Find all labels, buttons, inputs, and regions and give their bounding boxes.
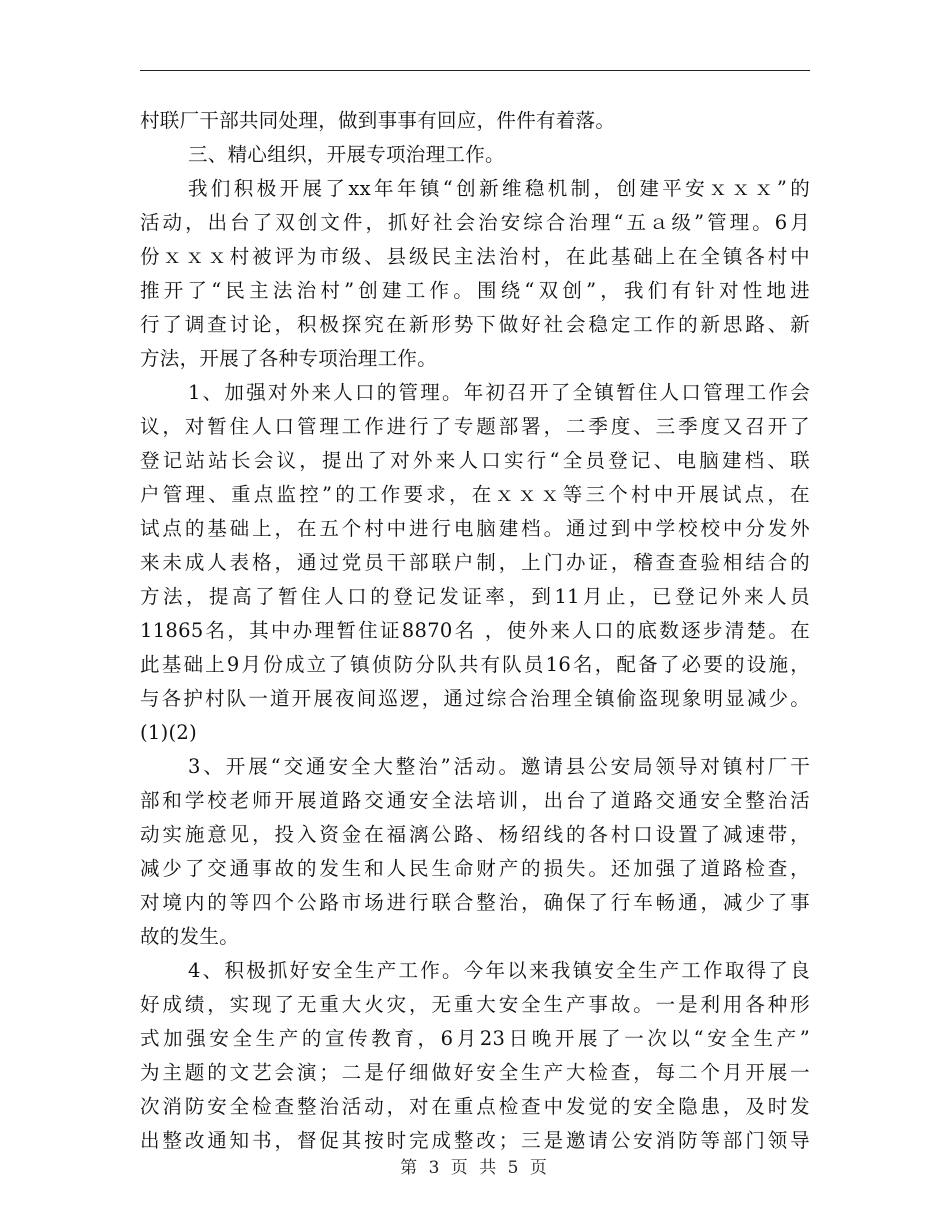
text-line: 式加强安全生产的宣传教育，6月23日晚开展了一次以“安全生产” [140,1027,810,1050]
text-line: 与各护村队一道开展夜间巡逻，通过综合治理全镇偷盗现象明显减少。 [140,687,810,710]
text-line: 份ｘｘｘ村被评为市级、县级民主法治村，在此基础上在全镇各村中 [140,245,810,268]
text-line: 出整改通知书，督促其按时完成整改；三是邀请公安消防等部门领导 [140,1129,810,1152]
text-line: 此基础上9月份成立了镇侦防分队共有队员16名，配备了必要的设施， [140,653,810,676]
text-line: 活动，出台了双创文件，抓好社会治安综合治理“五ａ级”管理。6月 [140,211,810,234]
text-line: 对境内的等四个公路市场进行联合整治，确保了行车畅通，减少了事 [140,891,810,914]
text-line: 1、加强对外来人口的管理。年初召开了全镇暂住人口管理工作会 [188,381,810,404]
text-line: 三、精心组织，开展专项治理工作。 [188,143,505,166]
text-line: 3、开展“交通安全大整治”活动。邀请县公安局领导对镇村厂干 [188,755,810,778]
text-line: 行了调查讨论，积极探究在新形势下做好社会稳定工作的新思路、新 [140,313,810,336]
header-divider [140,70,810,71]
text-line: 我们积极开展了xx年年镇“创新维稳机制，创建平安ｘｘｘ”的 [188,177,810,200]
document-body [140,104,810,1158]
text-line: 好成绩，实现了无重大火灾，无重大安全生产事故。一是利用各种形 [140,993,810,1016]
text-line: 村联厂干部共同处理，做到事事有回应，件件有着落。 [140,109,616,132]
text-line: 来未成人表格，通过党员干部联户制，上门办证，稽查查验相结合的 [140,551,810,574]
text-line: 减少了交通事故的发生和人民生命财产的损失。还加强了道路检查， [140,857,810,880]
text-line: 登记站站长会议，提出了对外来人口实行“全员登记、电脑建档、联 [140,449,810,472]
text-line: 11865名，其中办理暂住证8870名 ，使外来人口的底数逐步清楚。在 [140,619,810,642]
text-line: 次消防安全检查整治活动，对在重点检查中发觉的安全隐患，及时发 [140,1095,810,1118]
text-line: 方法，提高了暂住人口的登记发证率，到11月止，已登记外来人员 [140,585,810,608]
text-line: 动实施意见，投入资金在福漓公路、杨绍线的各村口设置了减速带， [140,823,810,846]
text-line: 推开了“民主法治村”创建工作。围绕“双创”，我们有针对性地进 [140,279,810,302]
text-line: 为主题的文艺会演；二是仔细做好安全生产大检查，每二个月开展一 [140,1061,810,1084]
text-line: 部和学校老师开展道路交通安全法培训，出台了道路交通安全整治活 [140,789,810,812]
text-line: 户管理、重点监控”的工作要求，在ｘｘｘ等三个村中开展试点，在 [140,483,810,506]
text-line: 方法，开展了各种专项治理工作。 [140,347,438,370]
page-number-footer: 第 3 页 共 5 页 [400,1158,550,1178]
text-line: (1)(2) [140,721,198,744]
text-line: 4、积极抓好安全生产工作。今年以来我镇安全生产工作取得了良 [188,959,810,982]
text-line: 故的发生。 [140,925,240,948]
text-line: 试点的基础上，在五个村中进行电脑建档。通过到中学校校中分发外 [140,517,810,540]
text-line: 议，对暂住人口管理工作进行了专题部署，二季度、三季度又召开了 [140,415,810,438]
